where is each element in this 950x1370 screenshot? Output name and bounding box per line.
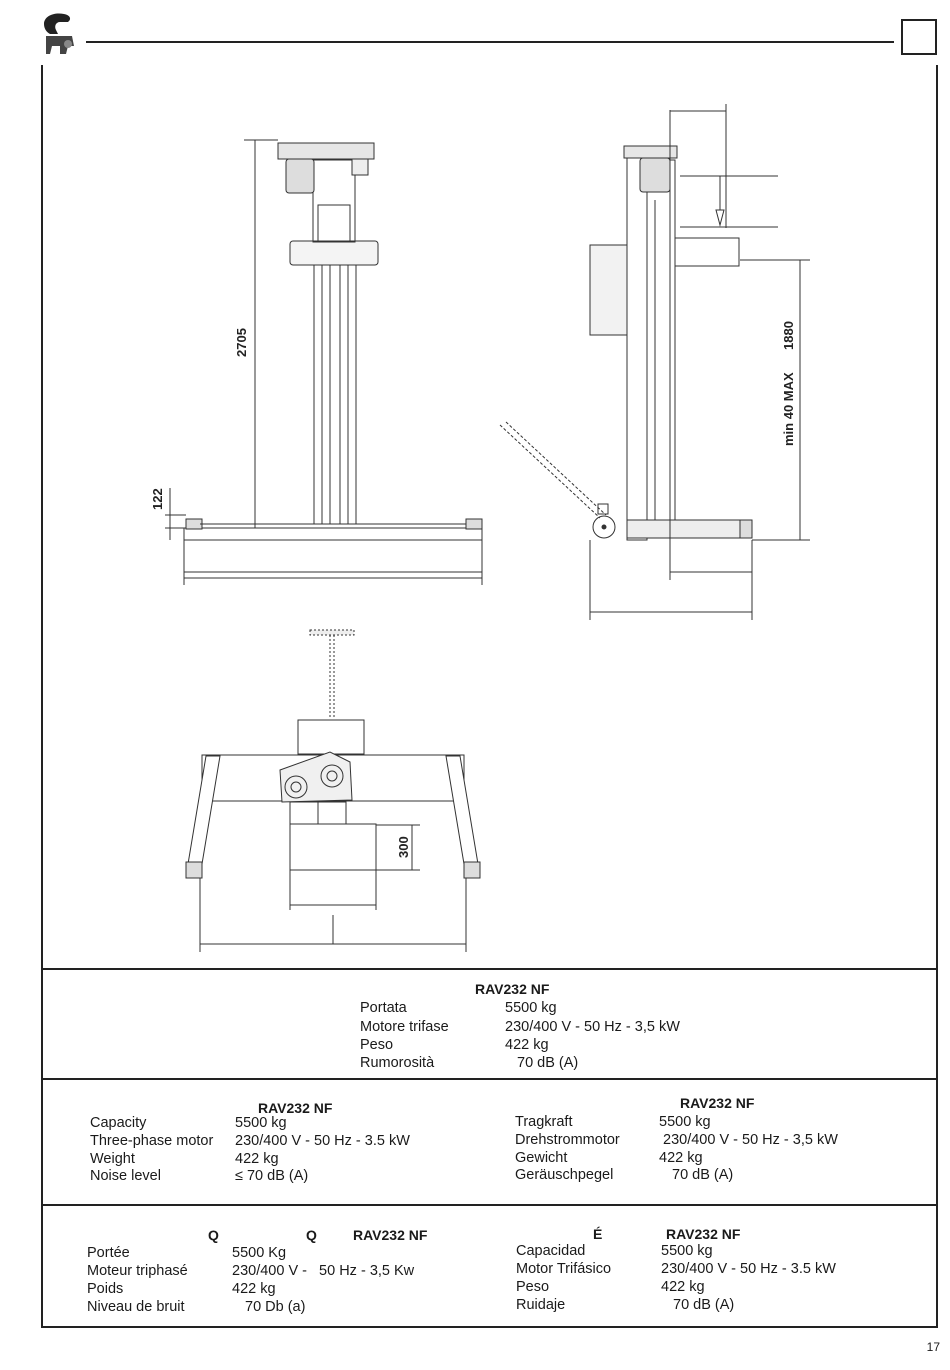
- dim-lift-range: 1880: [781, 321, 796, 350]
- spec-value: 70 dB (A): [672, 1167, 734, 1183]
- spec-label: Tragkraft: [515, 1114, 573, 1130]
- spec-value: 70 dB (A): [517, 1055, 579, 1071]
- separator-2: [41, 1078, 938, 1080]
- spec-title-e: É: [593, 1226, 603, 1242]
- spec-label: Moteur triphasé: [87, 1263, 188, 1279]
- spec-value: 230/400 V - 50 Hz - 3,5 Kw: [232, 1263, 415, 1279]
- spec-value: 5500 kg: [659, 1114, 711, 1130]
- spec-value: 5500 kg: [505, 1000, 557, 1016]
- spec-value: 422 kg: [505, 1037, 549, 1053]
- spec-label: Drehstrommotor: [515, 1132, 620, 1148]
- page-number: 17: [926, 1340, 940, 1354]
- spec-title: RAV232 NF: [666, 1226, 741, 1242]
- spec-value: 422 kg: [661, 1279, 705, 1295]
- spec-label: Motore trifase: [360, 1019, 449, 1035]
- spec-title: RAV232 NF: [475, 981, 550, 997]
- spec-value: ≤ 70 dB (A): [235, 1168, 309, 1184]
- spec-label: Poids: [87, 1281, 124, 1297]
- spec-label: Portata: [360, 1000, 407, 1016]
- spec-label: Weight: [90, 1151, 135, 1167]
- spec-value: 230/400 V - 50 Hz - 3.5 kW: [235, 1133, 410, 1149]
- top-view: [186, 630, 480, 952]
- dim-arm-width: 300: [396, 836, 411, 858]
- spec-label: Geräuschpegel: [515, 1167, 614, 1183]
- spec-value: 5500 kg: [235, 1115, 287, 1131]
- front-view: [165, 140, 482, 585]
- spec-value: 422 kg: [232, 1281, 276, 1297]
- spec-label: Motor Trifásico: [516, 1261, 612, 1277]
- separator-3: [41, 1204, 938, 1206]
- spec-value: 70 Db (a): [245, 1299, 306, 1315]
- spec-title: RAV232 NF: [258, 1100, 333, 1116]
- spec-label: Capacity: [90, 1115, 147, 1131]
- spec-value: 230/400 V - 50 Hz - 3,5 kW: [663, 1132, 838, 1148]
- spec-label: Peso: [516, 1279, 550, 1295]
- spec-label: Portée: [87, 1245, 130, 1261]
- spec-value: 422 kg: [235, 1151, 279, 1167]
- spec-label: Peso: [360, 1037, 394, 1053]
- spec-label: Gewicht: [515, 1150, 568, 1166]
- spec-title: RAV232 NF: [353, 1227, 428, 1243]
- spec-label: Three-phase motor: [90, 1133, 214, 1149]
- spec-value: 5500 kg: [661, 1243, 713, 1259]
- dim-min-max: min 40 MAX: [781, 372, 796, 446]
- separator-1: [41, 968, 938, 970]
- spec-value: 70 dB (A): [673, 1297, 735, 1313]
- spec-label: Ruidaje: [516, 1297, 566, 1313]
- spec-label: Capacidad: [516, 1243, 586, 1259]
- side-view: [500, 104, 810, 620]
- spec-value: 230/400 V - 50 Hz - 3,5 kW: [505, 1019, 680, 1035]
- dim-base-height: 122: [150, 488, 165, 510]
- dim-height-total: 2705: [234, 328, 249, 357]
- spec-value: 5500 Kg: [232, 1245, 287, 1261]
- spec-label: Noise level: [90, 1168, 161, 1184]
- spec-title: RAV232 NF: [680, 1095, 755, 1111]
- spec-label: Rumorosità: [360, 1055, 435, 1071]
- spec-title-q1: Q: [208, 1227, 219, 1243]
- spec-label: Niveau de bruit: [87, 1299, 185, 1315]
- spec-value: 422 kg: [659, 1150, 703, 1166]
- spec-value: 230/400 V - 50 Hz - 3.5 kW: [661, 1261, 836, 1277]
- spec-title-q2: Q: [306, 1227, 317, 1243]
